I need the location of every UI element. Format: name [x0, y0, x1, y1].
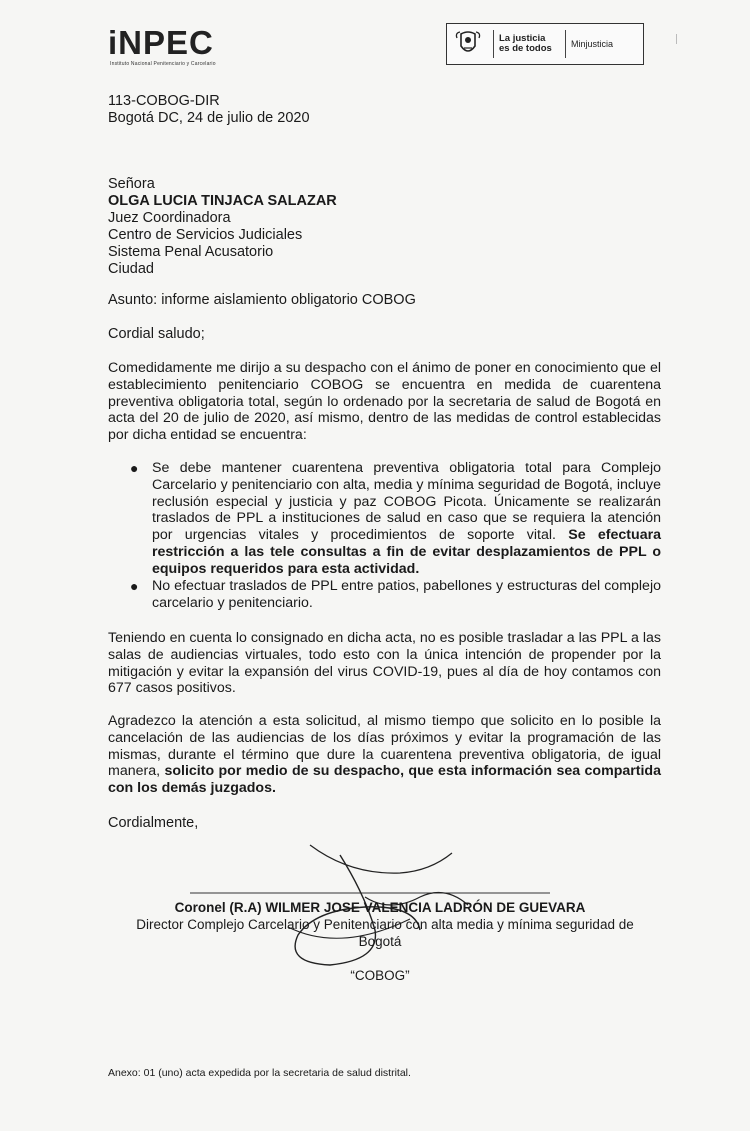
- header-divider: [493, 30, 494, 58]
- margin-mark: [676, 34, 677, 44]
- paragraph-3-bold: solicito por medio de su despacho, que esta información sea compartida con los demás juzgados.: [108, 763, 661, 797]
- annex-note: Anexo: 01 (uno) acta expedida por la secretaria de salud distrital.: [108, 1067, 411, 1079]
- slogan-line2: es de todos: [499, 43, 552, 54]
- place-date: Bogotá DC, 24 de julio de 2020: [108, 110, 310, 126]
- greeting: Cordial saludo;: [108, 326, 205, 342]
- bullet-item-1-text: Se debe mantener cuarentena preventiva obligatoria total para Complejo Carcelario y penitenciario con alta, media y mínima seguridad de Bogotá, incluye reclusión especial y justicia y paz COBOG Picota. Únicamente se realizarán traslados de PPL a instituciones de salud en caso que se requiera la atención por urgencias vitales y procedimientos de soporte vital.: [152, 460, 661, 544]
- signer-name: Coronel (R.A) WILMER JOSE VALENCIA LADRÓN DE GUEVARA: [174, 900, 586, 915]
- inpec-logo: iNPEC: [108, 24, 214, 61]
- bullet-icon: ●: [130, 578, 139, 594]
- recipient-city: Ciudad: [108, 261, 154, 277]
- bullet-item-2: No efectuar traslados de PPL entre patios, pabellones y estructuras del complejo carcelario y penitenciario.: [152, 578, 661, 611]
- header-divider: [565, 30, 566, 58]
- closing: Cordialmente,: [108, 815, 199, 831]
- body-paragraph-3: [108, 713, 661, 797]
- slogan: [499, 34, 552, 54]
- recipient-salutation: Señora: [108, 176, 155, 192]
- signer-position-line2: Bogotá: [358, 934, 402, 949]
- bullet-icon: ●: [130, 460, 139, 476]
- ministry-label: Minjusticia: [571, 39, 614, 49]
- reference-code: 113-COBOG-DIR: [108, 93, 220, 109]
- body-paragraph-2: Teniendo en cuenta lo consignado en dicha acta, no es posible trasladar a las PPL a las salas de audiencias virtuales, todo esto con la única intención de propender por la mitigación y evitar la expansión del virus COVID-19, pues al día de hoy contamos con 677 casos positivos.: [108, 630, 661, 697]
- signer-position-line1: Director Complejo Carcelario y Penitenciario con alta media y mínima seguridad de: [136, 917, 634, 932]
- bullet-item-1-bold: Se efectuara restricción a las tele consultas a fin de evitar desplazamientos de PPL o equipos requeridos para esta actividad.: [152, 527, 661, 577]
- body-paragraph-1: Comedidamente me dirijo a su despacho con el ánimo de poner en conocimiento que el establecimiento penitenciario COBOG se encuentra en medida de cuarentena preventiva obligatoria total, según lo ordenado por la secretaria de salud de Bogotá en acta del 20 de julio de 2020, así mismo, dentro de las medidas de control establecidas por dicha entidad se encuentra:: [108, 360, 661, 444]
- colombia-crest-icon: [455, 30, 481, 58]
- recipient-system: Sistema Penal Acusatorio: [108, 244, 274, 260]
- bullet-item-1: [152, 460, 661, 578]
- paragraph-3-text: Agradezco la atención a esta solicitud, al mismo tiempo que solicito en lo posible la cancelación de las audiencias de los días próximos y evitar la programación de las mismas, durante el término que dure la cuarentena preventiva obligatoria, de igual manera,: [108, 713, 661, 780]
- slogan-line1: La justicia: [499, 33, 546, 44]
- subject-line: Asunto: informe aislamiento obligatorio COBOG: [108, 292, 416, 308]
- government-header-box: [446, 23, 644, 65]
- recipient-name: OLGA LUCIA TINJACA SALAZAR: [108, 193, 337, 209]
- recipient-office: Centro de Servicios Judiciales: [108, 227, 303, 243]
- recipient-title: Juez Coordinadora: [108, 210, 231, 226]
- signer-unit: “COBOG”: [350, 968, 410, 983]
- inpec-logo-subtitle: Instituto Nacional Penitenciario y Carcelario: [110, 61, 216, 67]
